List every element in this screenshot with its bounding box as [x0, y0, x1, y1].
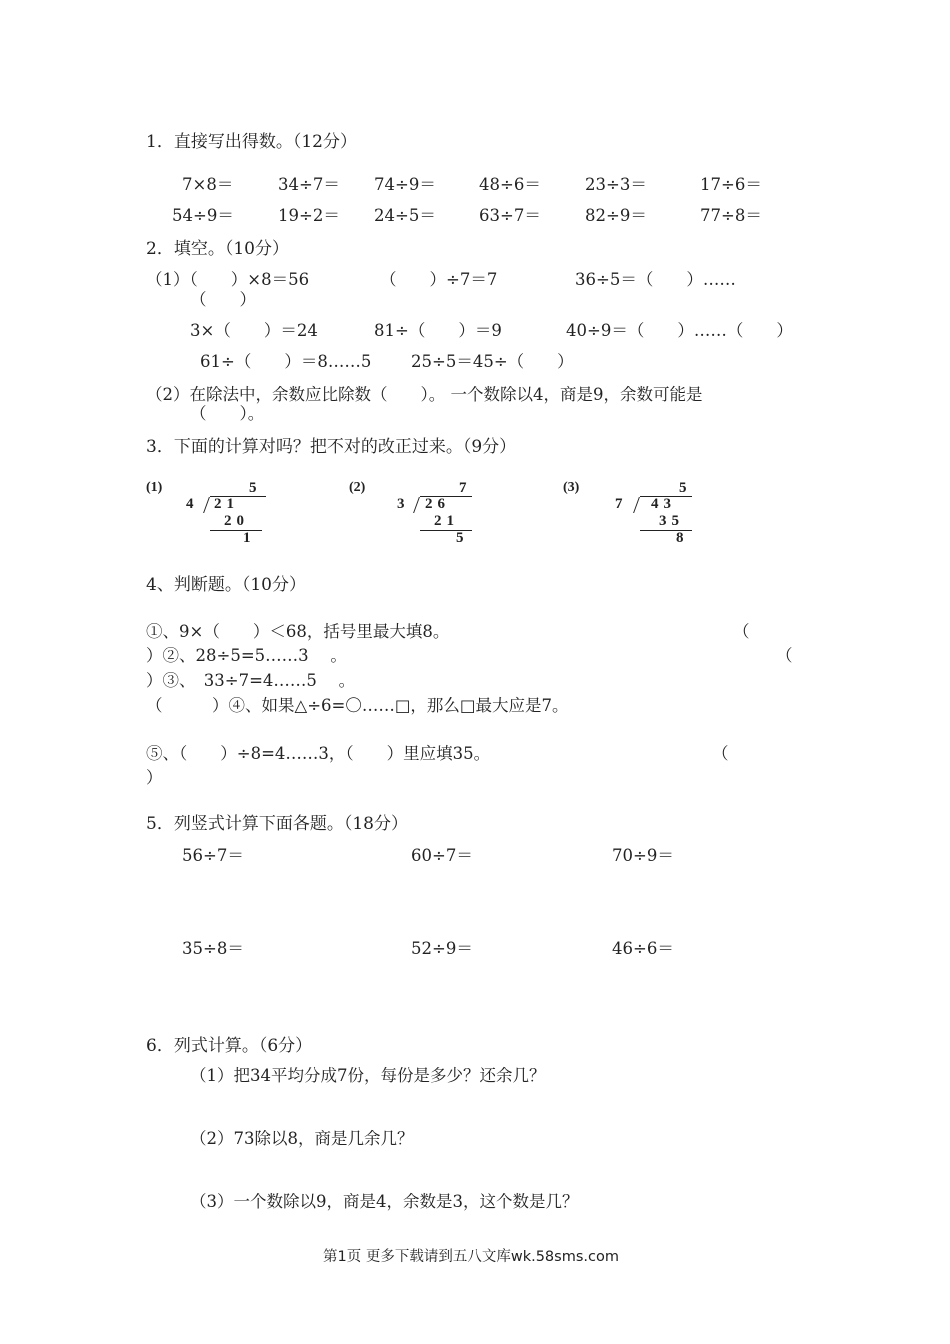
ld-divisor: 7: [615, 496, 628, 512]
ld-label: (2): [349, 480, 366, 495]
q6-title: 6．列式计算。（6分）: [146, 1036, 313, 1056]
q4-answer-paren: ）: [146, 768, 163, 787]
q2-blank-line: （ ）: [190, 290, 256, 309]
ld-remainder: 1: [243, 530, 256, 546]
q1-expr: 23÷3＝: [585, 175, 647, 194]
ld-remainder: 8: [676, 530, 689, 546]
q2-blank-line: 36÷5＝（ ）……: [575, 270, 736, 289]
q5-expr: 70÷9＝: [612, 846, 674, 865]
ld-dividend: 26: [425, 496, 450, 512]
q1-expr: 17÷6＝: [700, 175, 762, 194]
q4-answer-paren: （: [776, 646, 793, 665]
q1-expr: 82÷9＝: [585, 206, 647, 225]
q4-statement: ①、9×（ ）＜68，括号里最大填8。: [146, 622, 450, 641]
ld-remainder: 5: [456, 530, 469, 546]
q2-blank-line: （1）（ ）×8＝56: [146, 270, 310, 289]
q1-expr: 34÷7＝: [278, 175, 340, 194]
q6-item: （1）把34平均分成7份，每份是多少？还余几？: [190, 1066, 546, 1085]
q1-expr: 24÷5＝: [374, 206, 436, 225]
q2-blank-line: 61÷（ ）＝8……5: [200, 352, 372, 371]
ld-bracket: [413, 497, 420, 513]
q3-title: 3．下面的计算对吗？把不对的改正过来。（9分）: [146, 437, 517, 457]
q1-expr: 54÷9＝: [172, 206, 234, 225]
q2-blank-line: 25÷5＝45÷（ ）: [411, 352, 574, 371]
q5-expr: 56÷7＝: [182, 846, 244, 865]
ld-product: 20: [224, 513, 249, 529]
q1-expr: 77÷8＝: [700, 206, 762, 225]
q4-answer-paren: （: [712, 744, 729, 763]
ld-quotient: 5: [249, 480, 262, 496]
ld-product: 21: [434, 513, 459, 529]
q4-statement: ）②、28÷5=5……3 。: [146, 646, 347, 665]
ld-divisor: 3: [397, 496, 410, 512]
page-footer: 第1页 更多下载请到五八文库wk.58sms.com: [323, 1249, 619, 1265]
ld-label: (1): [146, 480, 163, 495]
q2-blank-line: 3×（ ）＝24: [190, 321, 318, 340]
ld-divisor: 4: [186, 496, 199, 512]
q1-title: 1．直接写出得数。（12分）: [146, 132, 357, 152]
q2-blank-line: 81÷（ ）＝9: [374, 321, 502, 340]
q6-item: （3）一个数除以9，商是4，余数是3，这个数是几？: [190, 1192, 579, 1211]
q1-expr: 48÷6＝: [479, 175, 541, 194]
q5-expr: 60÷7＝: [411, 846, 473, 865]
q2-blank-line: （2）在除法中，余数应比除数（ ）。 一个数除以4，商是9，余数可能是: [146, 385, 703, 404]
ld-label: (3): [563, 480, 580, 495]
q2-blank-line: （ ）。: [190, 404, 265, 423]
q1-expr: 63÷7＝: [479, 206, 541, 225]
ld-dividend: 43: [651, 496, 676, 512]
q5-expr: 52÷9＝: [411, 939, 473, 958]
ld-dividend: 21: [214, 496, 239, 512]
ld-bracket: [633, 497, 640, 513]
q5-expr: 46÷6＝: [612, 939, 674, 958]
q5-title: 5．列竖式计算下面各题。（18分）: [146, 814, 408, 834]
q1-expr: 7×8＝: [182, 175, 234, 194]
q4-title: 4、判断题。（10分）: [146, 575, 306, 595]
q2-blank-line: （ ）÷7＝7: [380, 270, 498, 289]
q4-statement: ）③、 33÷7=4……5 。: [146, 671, 356, 690]
q4-statement: ⑤、（ ）÷8=4……3，（ ）里应填35。: [146, 744, 491, 763]
q2-blank-line: 40÷9＝（ ）……（ ）: [566, 321, 793, 340]
ld-quotient: 5: [679, 480, 692, 496]
ld-product: 35: [659, 513, 684, 529]
q4-statement: （ ）④、如果△÷6=〇……□，那么□最大应是7。: [146, 696, 569, 715]
ld-quotient: 7: [459, 480, 472, 496]
q2-title: 2．填空。（10分）: [146, 239, 289, 259]
q1-expr: 74÷9＝: [374, 175, 436, 194]
q4-answer-paren: （: [733, 622, 750, 641]
q5-expr: 35÷8＝: [182, 939, 244, 958]
q6-item: （2）73除以8，商是几余几？: [190, 1129, 414, 1148]
q1-expr: 19÷2＝: [278, 206, 340, 225]
ld-bracket: [203, 497, 210, 513]
